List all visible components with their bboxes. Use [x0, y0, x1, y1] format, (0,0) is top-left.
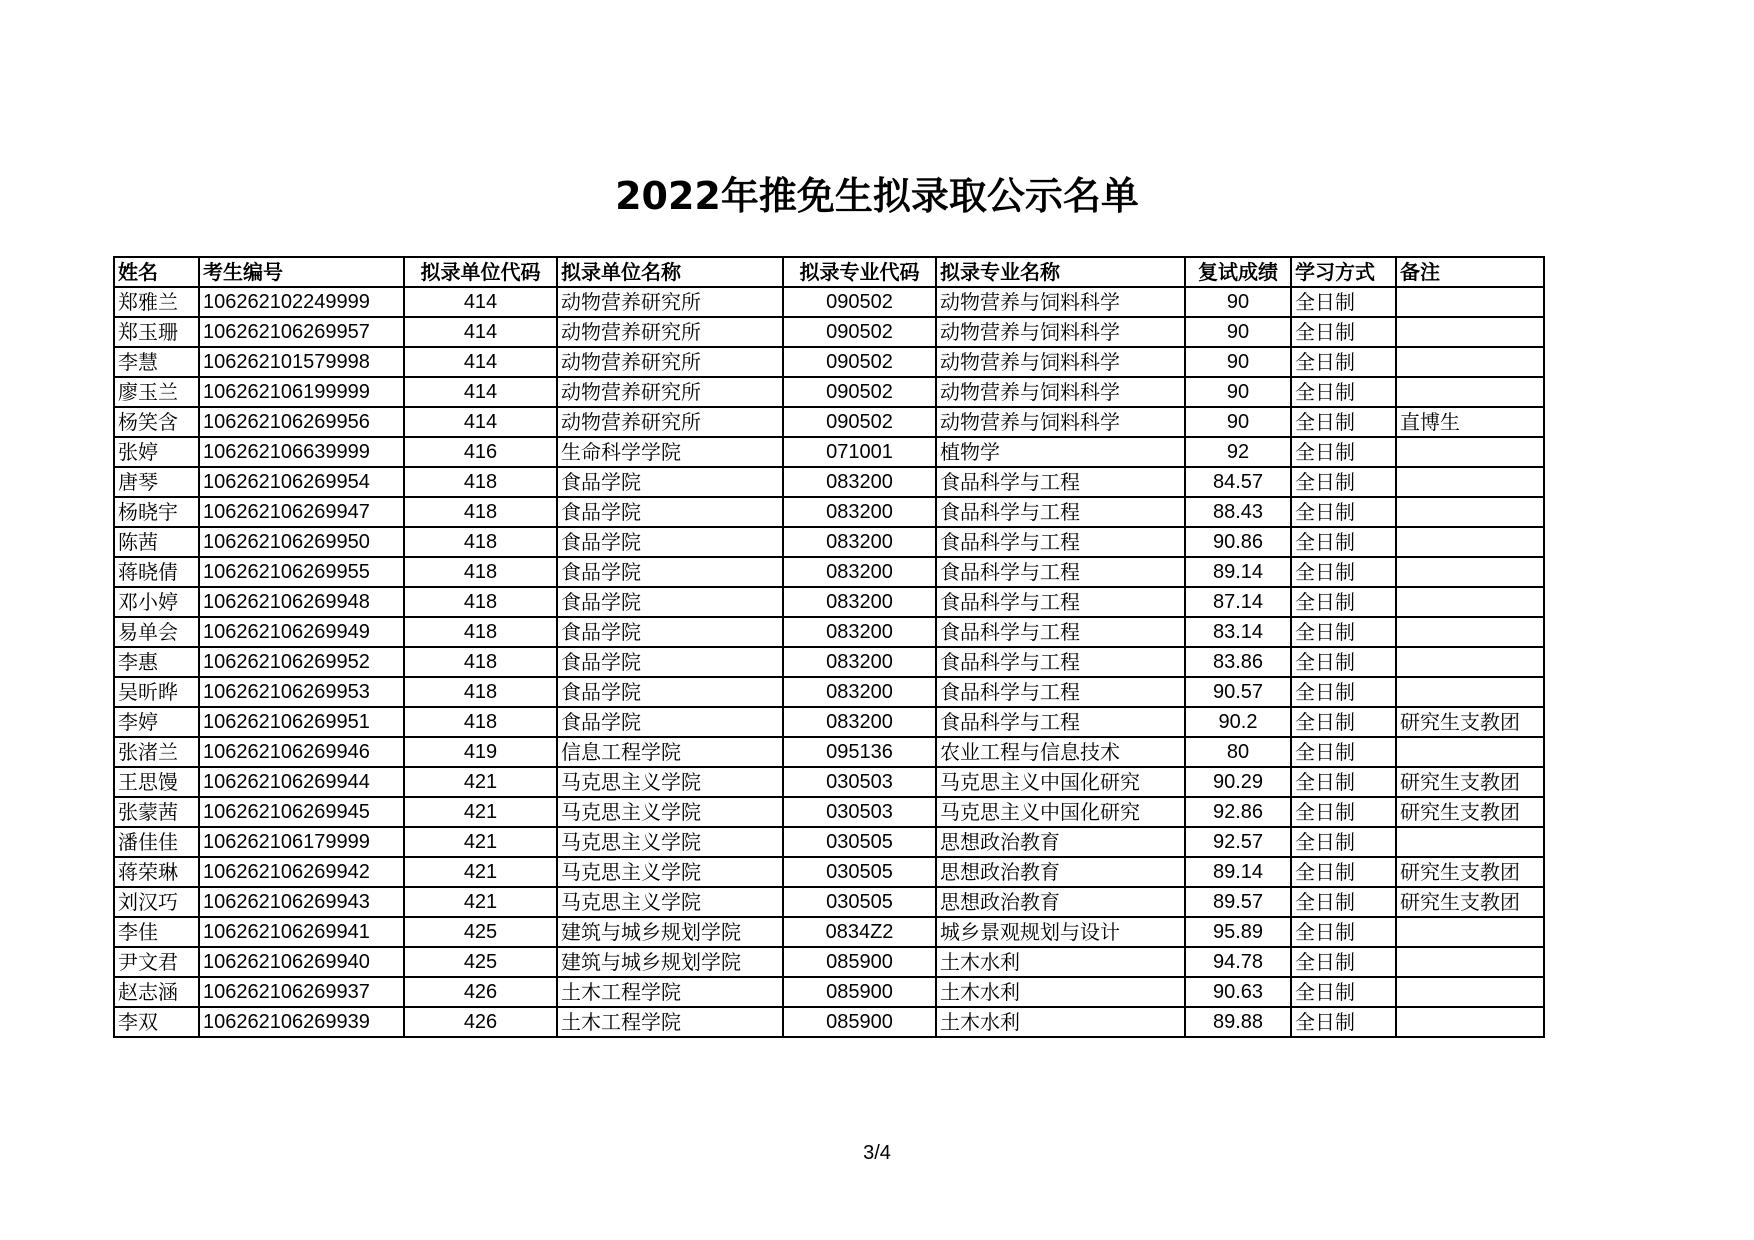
cell-unit-code: 414: [404, 377, 557, 407]
cell-major-code: 083200: [783, 467, 936, 497]
cell-unit-name: 食品学院: [557, 587, 783, 617]
table-row: [114, 1007, 1544, 1037]
cell-student-name: 张蒙茜: [114, 797, 199, 827]
cell-unit-name: 食品学院: [557, 707, 783, 737]
cell-unit-name: 信息工程学院: [557, 737, 783, 767]
cell-retest-score: 90: [1185, 287, 1291, 317]
table-row: [114, 467, 1544, 497]
cell-major-code: 083200: [783, 527, 936, 557]
cell-major-name: 土木水利: [936, 947, 1185, 977]
cell-study-mode: 全日制: [1291, 737, 1396, 767]
column-header-unit-code: 拟录单位代码: [404, 257, 557, 287]
cell-remark: [1396, 947, 1544, 977]
cell-study-mode: 全日制: [1291, 677, 1396, 707]
table-row: [114, 767, 1544, 797]
column-header-unit-name: 拟录单位名称: [557, 257, 783, 287]
cell-unit-name: 动物营养研究所: [557, 407, 783, 437]
cell-retest-score: 87.14: [1185, 587, 1291, 617]
cell-remark: [1396, 347, 1544, 377]
column-header-study-mode: 学习方式: [1291, 257, 1396, 287]
cell-study-mode: 全日制: [1291, 497, 1396, 527]
cell-major-name: 食品科学与工程: [936, 527, 1185, 557]
cell-student-name: 李惠: [114, 647, 199, 677]
cell-unit-code: 425: [404, 947, 557, 977]
cell-candidate-id: 106262106199999: [199, 377, 404, 407]
cell-unit-code: 418: [404, 527, 557, 557]
cell-candidate-id: 106262106269957: [199, 317, 404, 347]
cell-student-name: 尹文君: [114, 947, 199, 977]
cell-unit-name: 生命科学学院: [557, 437, 783, 467]
cell-retest-score: 92.86: [1185, 797, 1291, 827]
cell-remark: [1396, 527, 1544, 557]
cell-unit-name: 动物营养研究所: [557, 287, 783, 317]
cell-remark: [1396, 497, 1544, 527]
cell-student-name: 蒋晓倩: [114, 557, 199, 587]
cell-retest-score: 80: [1185, 737, 1291, 767]
table-row: [114, 677, 1544, 707]
cell-major-code: 095136: [783, 737, 936, 767]
table-row: [114, 407, 1544, 437]
cell-candidate-id: 106262106269955: [199, 557, 404, 587]
cell-study-mode: 全日制: [1291, 707, 1396, 737]
table-row: [114, 977, 1544, 1007]
cell-student-name: 李双: [114, 1007, 199, 1037]
cell-unit-name: 动物营养研究所: [557, 377, 783, 407]
cell-candidate-id: 106262101579998: [199, 347, 404, 377]
cell-student-name: 易单会: [114, 617, 199, 647]
table-body: [114, 287, 1544, 1037]
column-header-candidate-id: 考生编号: [199, 257, 404, 287]
cell-unit-code: 421: [404, 797, 557, 827]
cell-candidate-id: 106262106269939: [199, 1007, 404, 1037]
cell-study-mode: 全日制: [1291, 347, 1396, 377]
cell-unit-code: 418: [404, 497, 557, 527]
table-row: [114, 707, 1544, 737]
cell-remark: [1396, 917, 1544, 947]
cell-major-code: 030505: [783, 827, 936, 857]
table-row: [114, 287, 1544, 317]
cell-unit-name: 食品学院: [557, 617, 783, 647]
cell-remark: 研究生支教团: [1396, 767, 1544, 797]
cell-unit-code: 421: [404, 887, 557, 917]
cell-candidate-id: 106262106269953: [199, 677, 404, 707]
cell-remark: [1396, 377, 1544, 407]
cell-remark: [1396, 827, 1544, 857]
column-header-major-name: 拟录专业名称: [936, 257, 1185, 287]
cell-retest-score: 83.14: [1185, 617, 1291, 647]
cell-student-name: 廖玉兰: [114, 377, 199, 407]
cell-unit-code: 418: [404, 707, 557, 737]
cell-major-code: 071001: [783, 437, 936, 467]
cell-major-name: 农业工程与信息技术: [936, 737, 1185, 767]
cell-unit-code: 418: [404, 677, 557, 707]
cell-unit-name: 马克思主义学院: [557, 767, 783, 797]
cell-study-mode: 全日制: [1291, 527, 1396, 557]
cell-unit-name: 食品学院: [557, 647, 783, 677]
cell-unit-name: 食品学院: [557, 557, 783, 587]
cell-retest-score: 89.14: [1185, 857, 1291, 887]
cell-retest-score: 90.2: [1185, 707, 1291, 737]
cell-unit-code: 416: [404, 437, 557, 467]
cell-remark: [1396, 587, 1544, 617]
cell-major-code: 030503: [783, 767, 936, 797]
cell-student-name: 王思馒: [114, 767, 199, 797]
cell-major-name: 食品科学与工程: [936, 677, 1185, 707]
cell-candidate-id: 106262106269950: [199, 527, 404, 557]
cell-retest-score: 89.88: [1185, 1007, 1291, 1037]
cell-unit-name: 动物营养研究所: [557, 347, 783, 377]
table-row: [114, 737, 1544, 767]
cell-major-name: 思想政治教育: [936, 857, 1185, 887]
cell-unit-name: 食品学院: [557, 467, 783, 497]
cell-candidate-id: 106262106269956: [199, 407, 404, 437]
cell-major-name: 土木水利: [936, 977, 1185, 1007]
cell-candidate-id: 106262106269945: [199, 797, 404, 827]
cell-major-code: 030505: [783, 887, 936, 917]
cell-candidate-id: 106262102249999: [199, 287, 404, 317]
cell-major-name: 食品科学与工程: [936, 617, 1185, 647]
cell-major-name: 马克思主义中国化研究: [936, 797, 1185, 827]
cell-major-code: 083200: [783, 677, 936, 707]
cell-student-name: 李慧: [114, 347, 199, 377]
cell-student-name: 潘佳佳: [114, 827, 199, 857]
cell-student-name: 李婷: [114, 707, 199, 737]
cell-candidate-id: 106262106269941: [199, 917, 404, 947]
cell-unit-code: 414: [404, 287, 557, 317]
cell-unit-code: 418: [404, 557, 557, 587]
cell-major-name: 思想政治教育: [936, 887, 1185, 917]
cell-candidate-id: 106262106269940: [199, 947, 404, 977]
page-number: 3/4: [863, 1142, 891, 1164]
cell-major-code: 030503: [783, 797, 936, 827]
cell-study-mode: 全日制: [1291, 887, 1396, 917]
cell-retest-score: 90: [1185, 407, 1291, 437]
cell-study-mode: 全日制: [1291, 407, 1396, 437]
table-row: [114, 887, 1544, 917]
cell-study-mode: 全日制: [1291, 287, 1396, 317]
page-title: 2022年推免生拟录取公示名单: [615, 174, 1139, 218]
cell-unit-code: 418: [404, 467, 557, 497]
cell-unit-code: 421: [404, 827, 557, 857]
cell-student-name: 郑玉珊: [114, 317, 199, 347]
cell-remark: [1396, 647, 1544, 677]
cell-study-mode: 全日制: [1291, 557, 1396, 587]
cell-study-mode: 全日制: [1291, 587, 1396, 617]
cell-major-name: 动物营养与饲料科学: [936, 287, 1185, 317]
cell-major-name: 思想政治教育: [936, 827, 1185, 857]
cell-unit-name: 土木工程学院: [557, 1007, 783, 1037]
cell-study-mode: 全日制: [1291, 797, 1396, 827]
cell-major-name: 土木水利: [936, 1007, 1185, 1037]
cell-candidate-id: 106262106179999: [199, 827, 404, 857]
cell-unit-code: 421: [404, 767, 557, 797]
cell-major-name: 食品科学与工程: [936, 647, 1185, 677]
cell-major-code: 083200: [783, 557, 936, 587]
cell-retest-score: 90: [1185, 377, 1291, 407]
cell-candidate-id: 106262106269952: [199, 647, 404, 677]
cell-remark: [1396, 737, 1544, 767]
cell-major-name: 食品科学与工程: [936, 557, 1185, 587]
cell-remark: [1396, 317, 1544, 347]
cell-study-mode: 全日制: [1291, 437, 1396, 467]
cell-retest-score: 90: [1185, 317, 1291, 347]
cell-unit-name: 建筑与城乡规划学院: [557, 947, 783, 977]
cell-student-name: 张渚兰: [114, 737, 199, 767]
cell-remark: 研究生支教团: [1396, 797, 1544, 827]
table-row: [114, 827, 1544, 857]
cell-student-name: 吴昕晔: [114, 677, 199, 707]
cell-major-code: 083200: [783, 617, 936, 647]
cell-student-name: 陈茜: [114, 527, 199, 557]
cell-study-mode: 全日制: [1291, 647, 1396, 677]
cell-remark: [1396, 467, 1544, 497]
table-row: [114, 797, 1544, 827]
cell-unit-name: 马克思主义学院: [557, 857, 783, 887]
cell-retest-score: 90: [1185, 347, 1291, 377]
cell-major-code: 083200: [783, 707, 936, 737]
cell-study-mode: 全日制: [1291, 467, 1396, 497]
column-header-retest-score: 复试成绩: [1185, 257, 1291, 287]
cell-major-name: 动物营养与饲料科学: [936, 317, 1185, 347]
cell-retest-score: 88.43: [1185, 497, 1291, 527]
cell-major-name: 食品科学与工程: [936, 587, 1185, 617]
cell-major-name: 动物营养与饲料科学: [936, 377, 1185, 407]
cell-major-code: 090502: [783, 407, 936, 437]
table-row: [114, 647, 1544, 677]
cell-remark: [1396, 437, 1544, 467]
cell-candidate-id: 106262106269948: [199, 587, 404, 617]
cell-remark: [1396, 287, 1544, 317]
cell-retest-score: 95.89: [1185, 917, 1291, 947]
cell-major-code: 083200: [783, 497, 936, 527]
cell-unit-code: 414: [404, 347, 557, 377]
cell-unit-code: 426: [404, 977, 557, 1007]
table-row: [114, 317, 1544, 347]
cell-major-code: 030505: [783, 857, 936, 887]
cell-unit-code: 426: [404, 1007, 557, 1037]
cell-study-mode: 全日制: [1291, 917, 1396, 947]
cell-retest-score: 90.57: [1185, 677, 1291, 707]
table-row: [114, 587, 1544, 617]
cell-study-mode: 全日制: [1291, 977, 1396, 1007]
cell-retest-score: 92.57: [1185, 827, 1291, 857]
admission-table: [113, 256, 1545, 1038]
cell-remark: 研究生支教团: [1396, 887, 1544, 917]
cell-candidate-id: 106262106269942: [199, 857, 404, 887]
cell-remark: [1396, 617, 1544, 647]
table-row: [114, 347, 1544, 377]
cell-major-name: 植物学: [936, 437, 1185, 467]
cell-study-mode: 全日制: [1291, 827, 1396, 857]
cell-unit-name: 马克思主义学院: [557, 887, 783, 917]
cell-major-name: 食品科学与工程: [936, 497, 1185, 527]
header-row: [114, 257, 1544, 287]
cell-student-name: 刘汉巧: [114, 887, 199, 917]
cell-remark: [1396, 677, 1544, 707]
cell-remark: 研究生支教团: [1396, 707, 1544, 737]
cell-candidate-id: 106262106269954: [199, 467, 404, 497]
cell-major-code: 0834Z2: [783, 917, 936, 947]
cell-unit-code: 418: [404, 647, 557, 677]
cell-unit-name: 动物营养研究所: [557, 317, 783, 347]
cell-major-name: 动物营养与饲料科学: [936, 347, 1185, 377]
table-header: [114, 257, 1544, 287]
cell-candidate-id: 106262106269946: [199, 737, 404, 767]
cell-candidate-id: 106262106269951: [199, 707, 404, 737]
cell-candidate-id: 106262106269937: [199, 977, 404, 1007]
table-row: [114, 437, 1544, 467]
cell-major-name: 食品科学与工程: [936, 467, 1185, 497]
cell-study-mode: 全日制: [1291, 857, 1396, 887]
cell-student-name: 赵志涵: [114, 977, 199, 1007]
cell-candidate-id: 106262106639999: [199, 437, 404, 467]
cell-study-mode: 全日制: [1291, 317, 1396, 347]
cell-student-name: 李佳: [114, 917, 199, 947]
cell-remark: 直博生: [1396, 407, 1544, 437]
cell-major-code: 083200: [783, 647, 936, 677]
cell-unit-code: 414: [404, 407, 557, 437]
cell-unit-name: 建筑与城乡规划学院: [557, 917, 783, 947]
cell-major-code: 090502: [783, 347, 936, 377]
cell-student-name: 蒋荣琳: [114, 857, 199, 887]
table-row: [114, 557, 1544, 587]
cell-study-mode: 全日制: [1291, 1007, 1396, 1037]
table-row: [114, 947, 1544, 977]
cell-candidate-id: 106262106269943: [199, 887, 404, 917]
cell-unit-name: 土木工程学院: [557, 977, 783, 1007]
cell-major-code: 085900: [783, 977, 936, 1007]
column-header-student-name: 姓名: [114, 257, 199, 287]
cell-candidate-id: 106262106269949: [199, 617, 404, 647]
cell-major-name: 食品科学与工程: [936, 707, 1185, 737]
cell-major-name: 马克思主义中国化研究: [936, 767, 1185, 797]
cell-unit-code: 418: [404, 617, 557, 647]
cell-retest-score: 90.63: [1185, 977, 1291, 1007]
cell-major-code: 090502: [783, 317, 936, 347]
cell-major-code: 090502: [783, 377, 936, 407]
cell-unit-code: 421: [404, 857, 557, 887]
cell-retest-score: 84.57: [1185, 467, 1291, 497]
cell-remark: [1396, 977, 1544, 1007]
table-row: [114, 617, 1544, 647]
cell-student-name: 杨晓宇: [114, 497, 199, 527]
cell-remark: 研究生支教团: [1396, 857, 1544, 887]
cell-major-name: 动物营养与饲料科学: [936, 407, 1185, 437]
table-row: [114, 857, 1544, 887]
cell-unit-code: 418: [404, 587, 557, 617]
cell-candidate-id: 106262106269944: [199, 767, 404, 797]
cell-major-code: 083200: [783, 587, 936, 617]
cell-retest-score: 90.86: [1185, 527, 1291, 557]
cell-unit-code: 425: [404, 917, 557, 947]
cell-unit-name: 食品学院: [557, 677, 783, 707]
cell-major-code: 085900: [783, 947, 936, 977]
column-header-remark: 备注: [1396, 257, 1544, 287]
cell-retest-score: 92: [1185, 437, 1291, 467]
cell-retest-score: 94.78: [1185, 947, 1291, 977]
cell-study-mode: 全日制: [1291, 377, 1396, 407]
cell-remark: [1396, 557, 1544, 587]
cell-retest-score: 89.14: [1185, 557, 1291, 587]
cell-study-mode: 全日制: [1291, 617, 1396, 647]
cell-major-name: 城乡景观规划与设计: [936, 917, 1185, 947]
cell-remark: [1396, 1007, 1544, 1037]
table-row: [114, 527, 1544, 557]
cell-student-name: 张婷: [114, 437, 199, 467]
cell-retest-score: 89.57: [1185, 887, 1291, 917]
cell-student-name: 杨笑含: [114, 407, 199, 437]
cell-retest-score: 83.86: [1185, 647, 1291, 677]
cell-unit-name: 食品学院: [557, 527, 783, 557]
cell-retest-score: 90.29: [1185, 767, 1291, 797]
cell-student-name: 邓小婷: [114, 587, 199, 617]
cell-study-mode: 全日制: [1291, 767, 1396, 797]
cell-major-code: 090502: [783, 287, 936, 317]
table-row: [114, 917, 1544, 947]
cell-study-mode: 全日制: [1291, 947, 1396, 977]
table-row: [114, 497, 1544, 527]
cell-unit-name: 马克思主义学院: [557, 827, 783, 857]
cell-student-name: 郑雅兰: [114, 287, 199, 317]
cell-unit-name: 马克思主义学院: [557, 797, 783, 827]
cell-student-name: 唐琴: [114, 467, 199, 497]
cell-candidate-id: 106262106269947: [199, 497, 404, 527]
cell-unit-code: 419: [404, 737, 557, 767]
column-header-major-code: 拟录专业代码: [783, 257, 936, 287]
cell-major-code: 085900: [783, 1007, 936, 1037]
cell-unit-code: 414: [404, 317, 557, 347]
table-row: [114, 377, 1544, 407]
cell-unit-name: 食品学院: [557, 497, 783, 527]
